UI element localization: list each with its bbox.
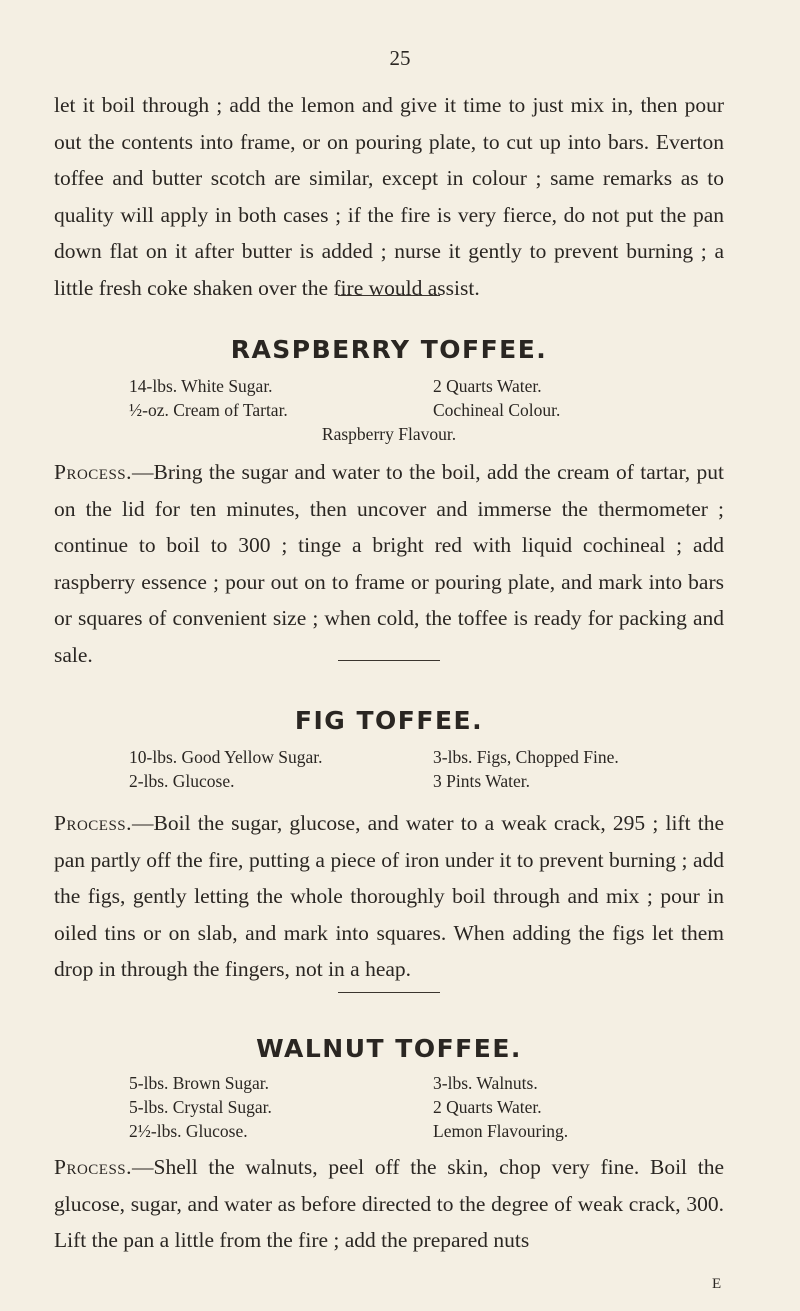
ingredient-list xyxy=(129,1071,649,1143)
recipe-walnut xyxy=(54,992,724,1259)
intro-paragraph: let it boil through ; add the lemon and give it time to just mix in, then pour out the contents into frame, or on pouring plate, to cut up into bars. Everton toffee and butter scotch are similar, except in colour ; same remarks as to quality will apply in both cases ; if the fire is very fierce, do not put the pan down flat on it after butter is added ; nurse it gently to prevent burning ; a little fresh coke shaken over the fire would assist. xyxy=(54,93,724,300)
ingredient-list xyxy=(129,374,649,446)
ingredient: 3-lbs. Walnuts. xyxy=(433,1073,538,1093)
signature-mark: E xyxy=(712,1276,722,1292)
ingredient: Lemon Flavouring. xyxy=(433,1121,569,1141)
process-paragraph xyxy=(54,805,724,988)
ingredient: 14-lbs. White Sugar. xyxy=(129,376,273,396)
ingredient: 3 Pints Water. xyxy=(433,771,530,791)
ingredient: 10-lbs. Good Yellow Sugar. xyxy=(129,747,323,767)
process-text: —Shell the walnuts, peel off the skin, chop very fine. Boil the glucose, sugar, and water as before directed to the degree of weak crack, 300. Lift the pan a little from the fire ; add the prepared nuts xyxy=(54,1155,724,1252)
process-label: Process. xyxy=(54,811,133,835)
ingredient: ½-oz. Cream of Tartar. xyxy=(129,400,288,420)
process-label: Process. xyxy=(54,460,133,484)
ingredient: 5-lbs. Brown Sugar. xyxy=(129,1073,269,1093)
ingredient: 2 Quarts Water. xyxy=(433,376,542,396)
process-label: Process. xyxy=(54,1155,133,1179)
ingredient: Cochineal Colour. xyxy=(433,400,561,420)
ingredient: 3-lbs. Figs, Chopped Fine. xyxy=(433,747,619,767)
section-divider xyxy=(338,992,440,993)
recipe-title: RASPBERRY TOFFEE. xyxy=(230,335,548,364)
recipe-raspberry xyxy=(54,295,724,673)
process-paragraph xyxy=(54,454,724,673)
recipe-title: WALNUT TOFFEE. xyxy=(256,1034,522,1063)
ingredient-list xyxy=(129,745,649,793)
recipe-title: FIG TOFFEE. xyxy=(294,706,484,735)
page-number: 25 xyxy=(389,46,411,70)
section-divider xyxy=(338,295,440,296)
recipe-fig xyxy=(54,660,724,988)
ingredient: Raspberry Flavour. xyxy=(321,424,457,444)
process-text: —Boil the sugar, glucose, and water to a weak crack, 295 ; lift the pan partly off the fire, putting a piece of iron under it to prevent burning ; add the figs, gently letting the whole thoroughly boil through and mix ; pour in oiled tins or on slab, and mark into squares. When adding the figs let them drop in through the fingers, not in a heap. xyxy=(54,811,724,981)
ingredient: 2 Quarts Water. xyxy=(433,1097,542,1117)
process-paragraph xyxy=(54,1149,724,1259)
ingredient: 2-lbs. Glucose. xyxy=(129,771,235,791)
section-divider xyxy=(338,660,440,661)
ingredient: 2½-lbs. Glucose. xyxy=(129,1121,248,1141)
ingredient: 5-lbs. Crystal Sugar. xyxy=(129,1097,272,1117)
process-text: —Bring the sugar and water to the boil, add the cream of tartar, put on the lid for ten minutes, then uncover and immerse the thermometer ; continue to boil to 300 ; tinge a bright red with liquid cochineal ; add raspberry essence ; pour out on to frame or pouring plate, and mark into bars or squares of convenient size ; when cold, the toffee is ready for packing and sale. xyxy=(54,460,724,667)
